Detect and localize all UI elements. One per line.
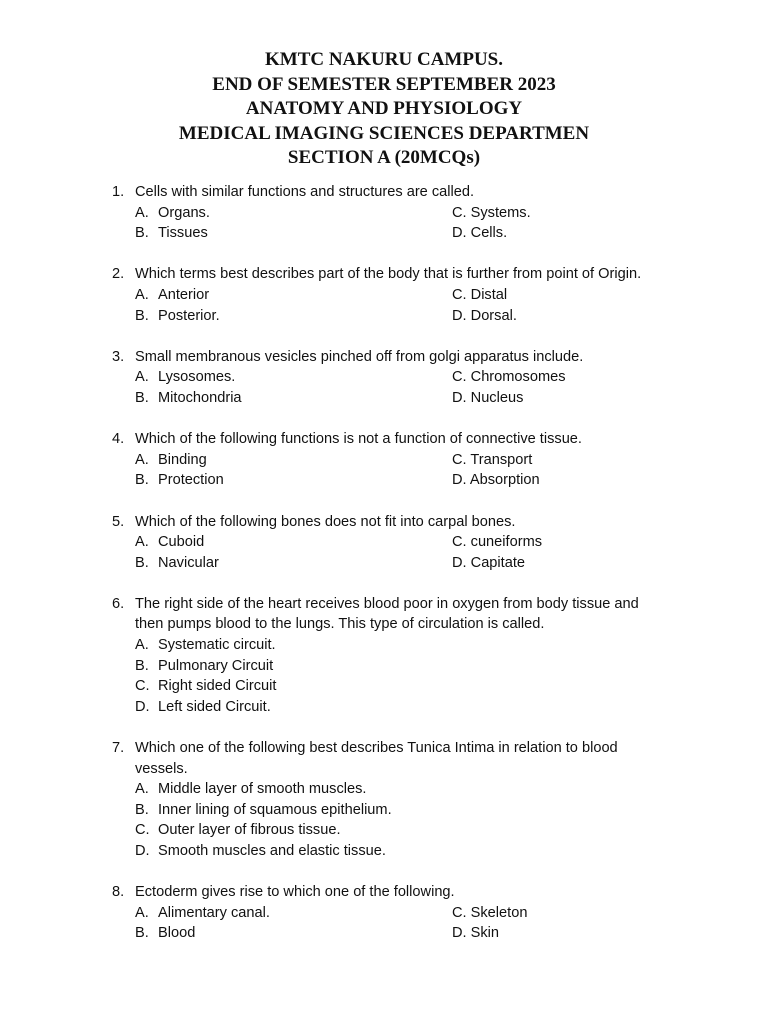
option-right: C. Systems.	[452, 204, 531, 221]
option-text: Smooth muscles and elastic tissue.	[158, 843, 386, 859]
option-row	[0, 532, 768, 553]
option-row	[0, 553, 768, 574]
option-letter: B.	[135, 225, 149, 242]
option-row	[0, 223, 768, 244]
campus-title: KMTC NAKURU CAMPUS.	[264, 49, 503, 70]
question-item	[0, 594, 768, 718]
question-line	[0, 738, 768, 759]
question-line	[0, 512, 768, 533]
option-right: C. cuneiforms	[452, 534, 543, 551]
option-text: Right sided Circuit	[158, 678, 277, 695]
option-text: Binding	[158, 451, 207, 468]
option-row	[0, 656, 768, 677]
option-row	[0, 800, 768, 821]
option-letter: A.	[135, 204, 149, 221]
option-letter: A.	[135, 451, 149, 468]
option-row	[0, 697, 768, 718]
option-text: Blood	[158, 925, 196, 942]
question-list	[0, 182, 768, 965]
option-row	[0, 779, 768, 800]
option-right: D. Absorption	[452, 472, 540, 489]
option-letter: D.	[135, 843, 150, 859]
option-letter: A.	[135, 637, 149, 654]
option-row	[0, 676, 768, 697]
option-letter: C.	[135, 822, 150, 839]
question-item	[0, 882, 768, 944]
option-text: Systematic circuit.	[158, 637, 276, 654]
option-text: Protection	[158, 472, 224, 489]
option-row	[0, 367, 768, 388]
option-letter: B.	[135, 389, 149, 406]
question-item	[0, 429, 768, 491]
option-letter: C.	[135, 678, 150, 695]
option-row	[0, 203, 768, 224]
option-text: Tissues	[158, 225, 208, 242]
option-letter: A.	[135, 369, 149, 386]
option-letter: B.	[135, 657, 149, 674]
option-text: Alimentary canal.	[158, 904, 270, 921]
option-letter: B.	[135, 307, 149, 324]
question-line	[0, 594, 768, 615]
option-text: Outer layer of fibrous tissue.	[158, 822, 341, 839]
option-row	[0, 450, 768, 471]
option-row	[0, 306, 768, 327]
option-row	[0, 388, 768, 409]
option-row	[0, 903, 768, 924]
option-row	[0, 923, 768, 944]
question-item	[0, 347, 768, 409]
question-number: 6.	[112, 595, 125, 612]
question-line	[0, 347, 768, 368]
option-row	[0, 285, 768, 306]
question-text: Ectoderm gives rise to which one of the following.	[135, 884, 455, 901]
option-letter: A.	[135, 286, 149, 303]
question-line	[0, 759, 768, 780]
question-text: Which terms best describes part of the body that is further from point of Origin.	[135, 266, 642, 283]
option-right: D. Skin	[452, 925, 500, 942]
question-line	[0, 614, 768, 635]
option-text: Inner lining of squamous epithelium.	[158, 801, 392, 818]
option-row	[0, 470, 768, 491]
option-letter: A.	[135, 904, 149, 921]
question-text: Cells with similar functions and structures are called.	[135, 184, 475, 200]
option-letter: B.	[135, 801, 149, 818]
option-text: Pulmonary Circuit	[158, 657, 274, 674]
question-number: 8.	[112, 884, 125, 901]
question-number: 2.	[112, 266, 125, 283]
option-letter: D.	[135, 698, 150, 715]
question-text: Which of the following functions is not a function of connective tissue.	[135, 431, 582, 448]
option-text: Mitochondria	[158, 389, 242, 406]
question-number: 7.	[112, 740, 125, 757]
option-letter: A.	[135, 781, 149, 798]
option-row	[0, 635, 768, 656]
option-letter: B.	[135, 554, 149, 571]
option-letter: A.	[135, 534, 149, 551]
question-line	[0, 182, 768, 203]
question-number: 3.	[112, 348, 125, 365]
option-text: Posterior.	[158, 307, 220, 324]
question-text: The right side of the heart receives blood poor in oxygen from body tissue and	[135, 595, 639, 612]
option-text: Navicular	[158, 554, 219, 571]
question-line	[0, 264, 768, 285]
question-text: Which one of the following best describes Tunica Intima in relation to blood	[135, 740, 618, 757]
question-line	[0, 882, 768, 903]
question-number: 5.	[112, 513, 125, 530]
question-text: Small membranous vesicles pinched off from golgi apparatus include.	[135, 348, 584, 365]
option-right: D. Dorsal.	[452, 307, 517, 324]
option-right: D. Cells.	[452, 225, 508, 242]
option-row	[0, 820, 768, 841]
option-text: Organs.	[158, 204, 210, 221]
option-right: C. Chromosomes	[452, 369, 566, 386]
question-item	[0, 512, 768, 574]
option-right: D. Nucleus	[452, 389, 524, 406]
question-text: then pumps blood to the lungs. This type of circulation is called.	[135, 616, 545, 633]
option-text: Left sided Circuit.	[158, 698, 271, 715]
question-text: Which of the following bones does not fit into carpal bones.	[135, 513, 516, 530]
option-text: Cuboid	[158, 534, 205, 551]
option-row	[0, 841, 768, 862]
subject-title: ANATOMY AND PHYSIOLOGY	[245, 98, 523, 119]
option-letter: B.	[135, 472, 149, 489]
question-number: 1.	[112, 184, 125, 200]
question-line	[0, 429, 768, 450]
option-text: Anterior	[158, 286, 210, 303]
option-right: C. Skeleton	[452, 904, 528, 921]
option-text: Lysosomes.	[158, 369, 236, 386]
option-right: C. Transport	[452, 451, 533, 468]
question-text: vessels.	[135, 760, 188, 777]
department-title: MEDICAL IMAGING SCIENCES DEPARTMEN	[178, 122, 590, 144]
option-letter: B.	[135, 925, 149, 942]
exam-period-title: END OF SEMESTER SEPTEMBER 2023	[212, 73, 556, 95]
exam-header	[0, 48, 768, 171]
question-item	[0, 264, 768, 326]
option-right: C. Distal	[452, 286, 508, 303]
option-right: D. Capitate	[452, 554, 526, 571]
question-item	[0, 738, 768, 862]
section-title: SECTION A (20MCQs)	[287, 147, 481, 168]
question-number: 4.	[112, 431, 125, 448]
question-item	[0, 182, 768, 244]
option-text: Middle layer of smooth muscles.	[158, 781, 367, 798]
